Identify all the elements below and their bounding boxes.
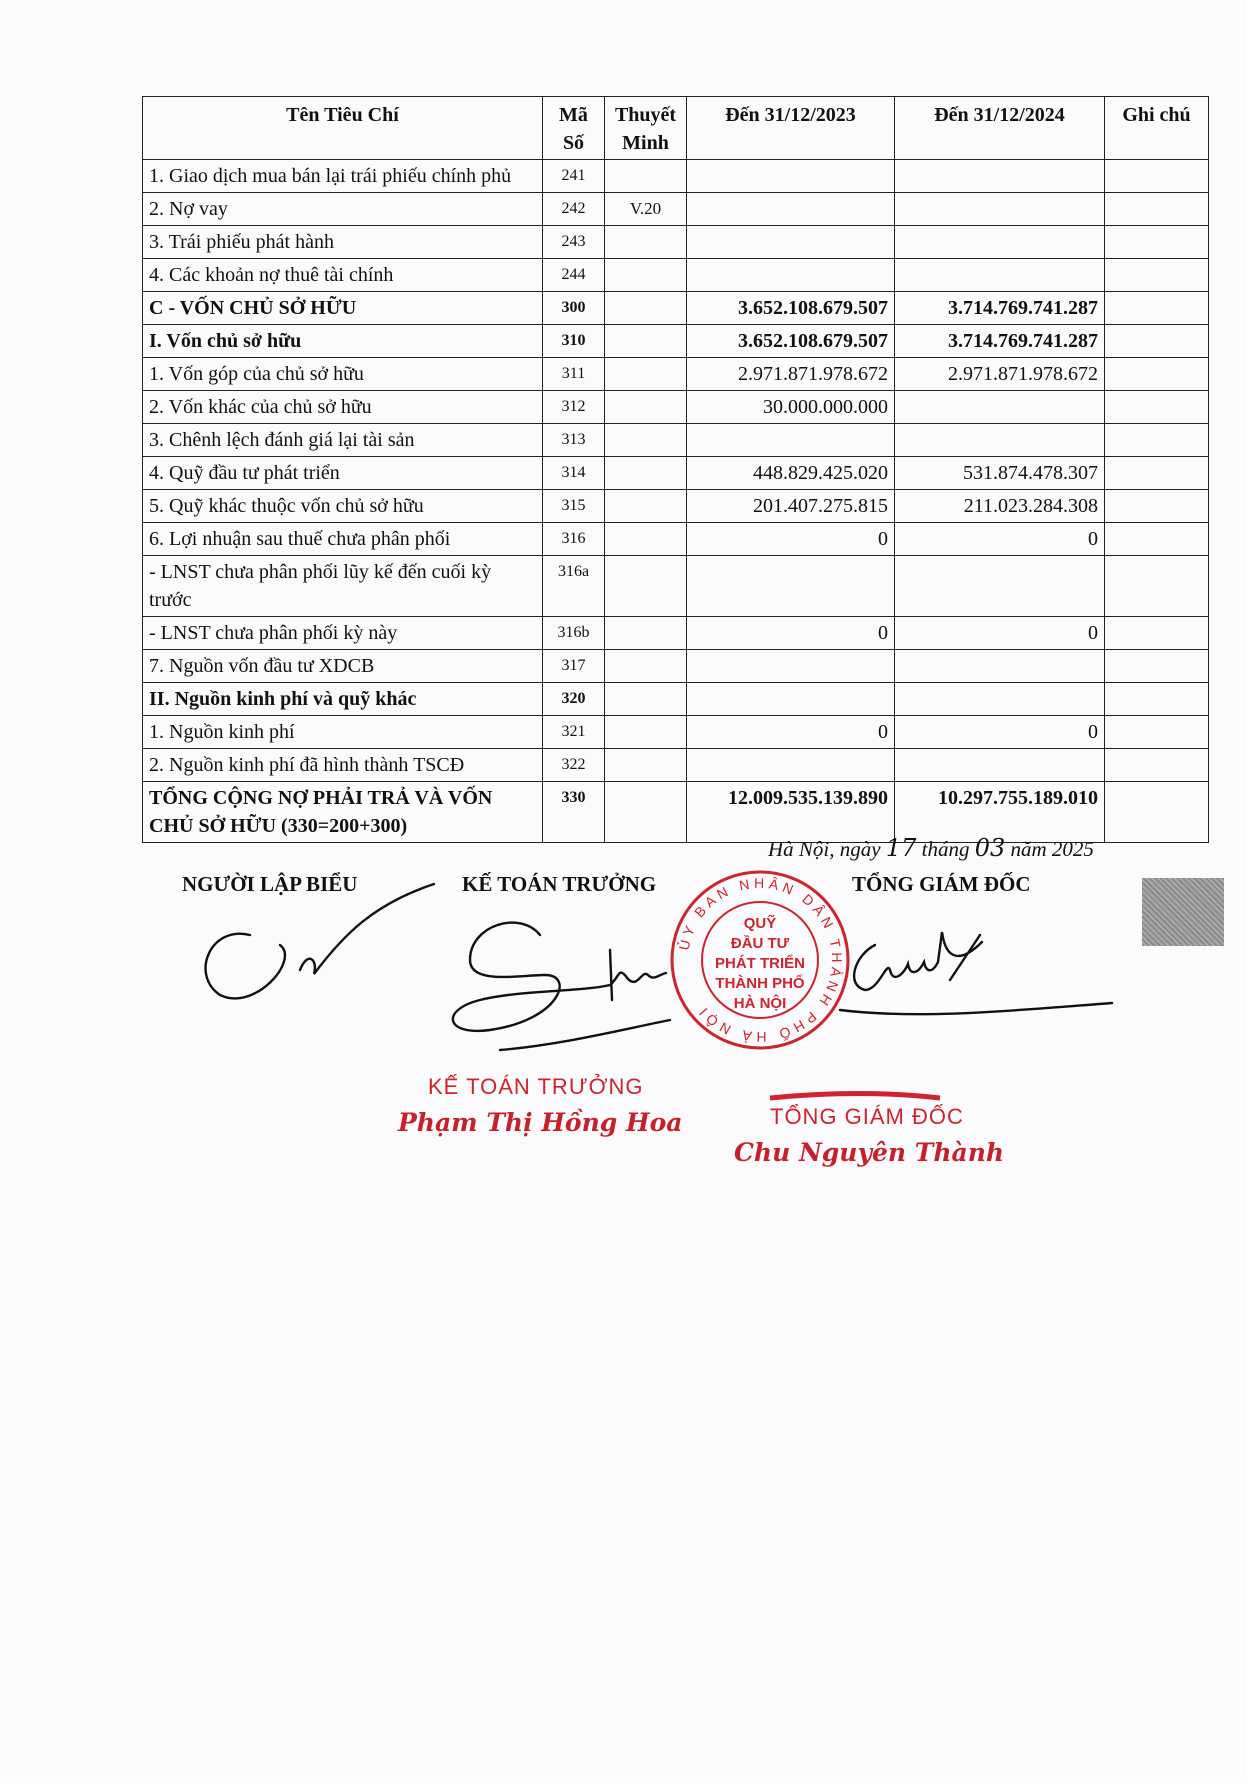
chief-underline-stamp (440, 1055, 610, 1065)
row-code: 316a (543, 556, 605, 617)
row-code: 311 (543, 358, 605, 391)
row-name: 1. Giao dịch mua bán lại trái phiếu chính phủ (143, 160, 543, 193)
row-note: V.20 (605, 193, 687, 226)
row-code: 300 (543, 292, 605, 325)
row-value-2024: 0 (895, 617, 1105, 650)
row-name: 2. Nợ vay (143, 193, 543, 226)
row-name: C - VỐN CHỦ SỞ HỮU (143, 292, 543, 325)
official-seal (668, 868, 852, 1052)
row-name: 3. Trái phiếu phát hành (143, 226, 543, 259)
row-name: - LNST chưa phân phối lũy kế đến cuối kỳ trước (143, 556, 543, 617)
row-value-2024: 0 (895, 716, 1105, 749)
row-value-2023: 448.829.425.020 (687, 457, 895, 490)
row-value-2023: 201.407.275.815 (687, 490, 895, 523)
row-value-2023: 3.652.108.679.507 (687, 292, 895, 325)
seal-line: QUỸ (743, 915, 777, 932)
header-code: Mã Số (543, 97, 605, 160)
chief-accountant-title: KẾ TOÁN TRƯỞNG (462, 872, 657, 896)
row-code: 320 (543, 683, 605, 716)
director-underline-stamp (770, 1094, 940, 1099)
row-name: 6. Lợi nhuận sau thuế chưa phân phối (143, 523, 543, 556)
row-value-2023: 0 (687, 716, 895, 749)
row-name: 1. Nguồn kinh phí (143, 716, 543, 749)
row-name: II. Nguồn kinh phí và quỹ khác (143, 683, 543, 716)
row-value-2024: 531.874.478.307 (895, 457, 1105, 490)
row-code: 315 (543, 490, 605, 523)
row-code: 244 (543, 259, 605, 292)
row-name: 4. Các khoản nợ thuê tài chính (143, 259, 543, 292)
row-code: 312 (543, 391, 605, 424)
row-value-2024: 10.297.755.189.010 (895, 782, 1105, 843)
row-name: 7. Nguồn vốn đầu tư XDCB (143, 650, 543, 683)
row-value-2024: 0 (895, 523, 1105, 556)
row-value-2024: 2.971.871.978.672 (895, 358, 1105, 391)
seal-line: THÀNH PHỐ (715, 975, 805, 992)
row-value-2024: 3.714.769.741.287 (895, 325, 1105, 358)
row-code: 317 (543, 650, 605, 683)
header-remark: Ghi chú (1105, 97, 1209, 160)
row-value-2024: 3.714.769.741.287 (895, 292, 1105, 325)
row-name: 4. Quỹ đầu tư phát triển (143, 457, 543, 490)
director-signature (840, 932, 1112, 1014)
header-note: Thuyết Minh (605, 97, 687, 160)
row-name: 1. Vốn góp của chủ sở hữu (143, 358, 543, 391)
director-title: TỔNG GIÁM ĐỐC (852, 872, 1031, 896)
row-code: 314 (543, 457, 605, 490)
row-code: 241 (543, 160, 605, 193)
row-value-2023: 0 (687, 523, 895, 556)
row-value-2023: 0 (687, 617, 895, 650)
row-value-2023: 30.000.000.000 (687, 391, 895, 424)
row-name: 3. Chênh lệch đánh giá lại tài sản (143, 424, 543, 457)
preparer-title: NGƯỜI LẬP BIỂU (182, 872, 358, 896)
chief-accountant-signature (453, 923, 670, 1050)
row-name: 2. Nguồn kinh phí đã hình thành TSCĐ (143, 749, 543, 782)
header-name: Tên Tiêu Chí (143, 97, 543, 160)
seal-line: PHÁT TRIỂN (715, 955, 805, 972)
header-2023: Đến 31/12/2023 (687, 97, 895, 160)
signing-date: Hà Nội, ngày 17 tháng 03 năm 2025 (768, 834, 1094, 862)
row-name: - LNST chưa phân phối kỳ này (143, 617, 543, 650)
row-value-2023: 2.971.871.978.672 (687, 358, 895, 391)
row-name: TỔNG CỘNG NỢ PHẢI TRẢ VÀ VỐN CHỦ SỞ HỮU (330=200+300) (143, 782, 543, 843)
stamp-director-name: Chu Nguyên Thành (734, 1138, 1005, 1167)
seal-line: ĐẦU TƯ (730, 935, 790, 952)
seal-line: HÀ NỘI (733, 995, 787, 1012)
row-value-2024: 211.023.284.308 (895, 490, 1105, 523)
row-code: 316b (543, 617, 605, 650)
row-code: 316 (543, 523, 605, 556)
row-code: 243 (543, 226, 605, 259)
seal-ring-text: ỦY BAN NHÂN DÂN THÀNH PHỐ HÀ NỘI (675, 874, 846, 1046)
row-code: 321 (543, 716, 605, 749)
stamp-chief-accountant-title: KẾ TOÁN TRƯỞNG (428, 1074, 644, 1099)
row-value-2023: 12.009.535.139.890 (687, 782, 895, 843)
row-code: 242 (543, 193, 605, 226)
row-code: 310 (543, 325, 605, 358)
stamp-director-title: TỔNG GIÁM ĐỐC (770, 1104, 964, 1129)
row-name: 5. Quỹ khác thuộc vốn chủ sở hữu (143, 490, 543, 523)
row-code: 330 (543, 782, 605, 843)
row-code: 313 (543, 424, 605, 457)
header-2024: Đến 31/12/2024 (895, 97, 1105, 160)
row-code: 322 (543, 749, 605, 782)
row-name: 2. Vốn khác của chủ sở hữu (143, 391, 543, 424)
stamp-chief-accountant-name: Phạm Thị Hồng Hoa (398, 1108, 683, 1137)
preparer-signature (206, 884, 434, 998)
row-name: I. Vốn chủ sở hữu (143, 325, 543, 358)
row-value-2023: 3.652.108.679.507 (687, 325, 895, 358)
